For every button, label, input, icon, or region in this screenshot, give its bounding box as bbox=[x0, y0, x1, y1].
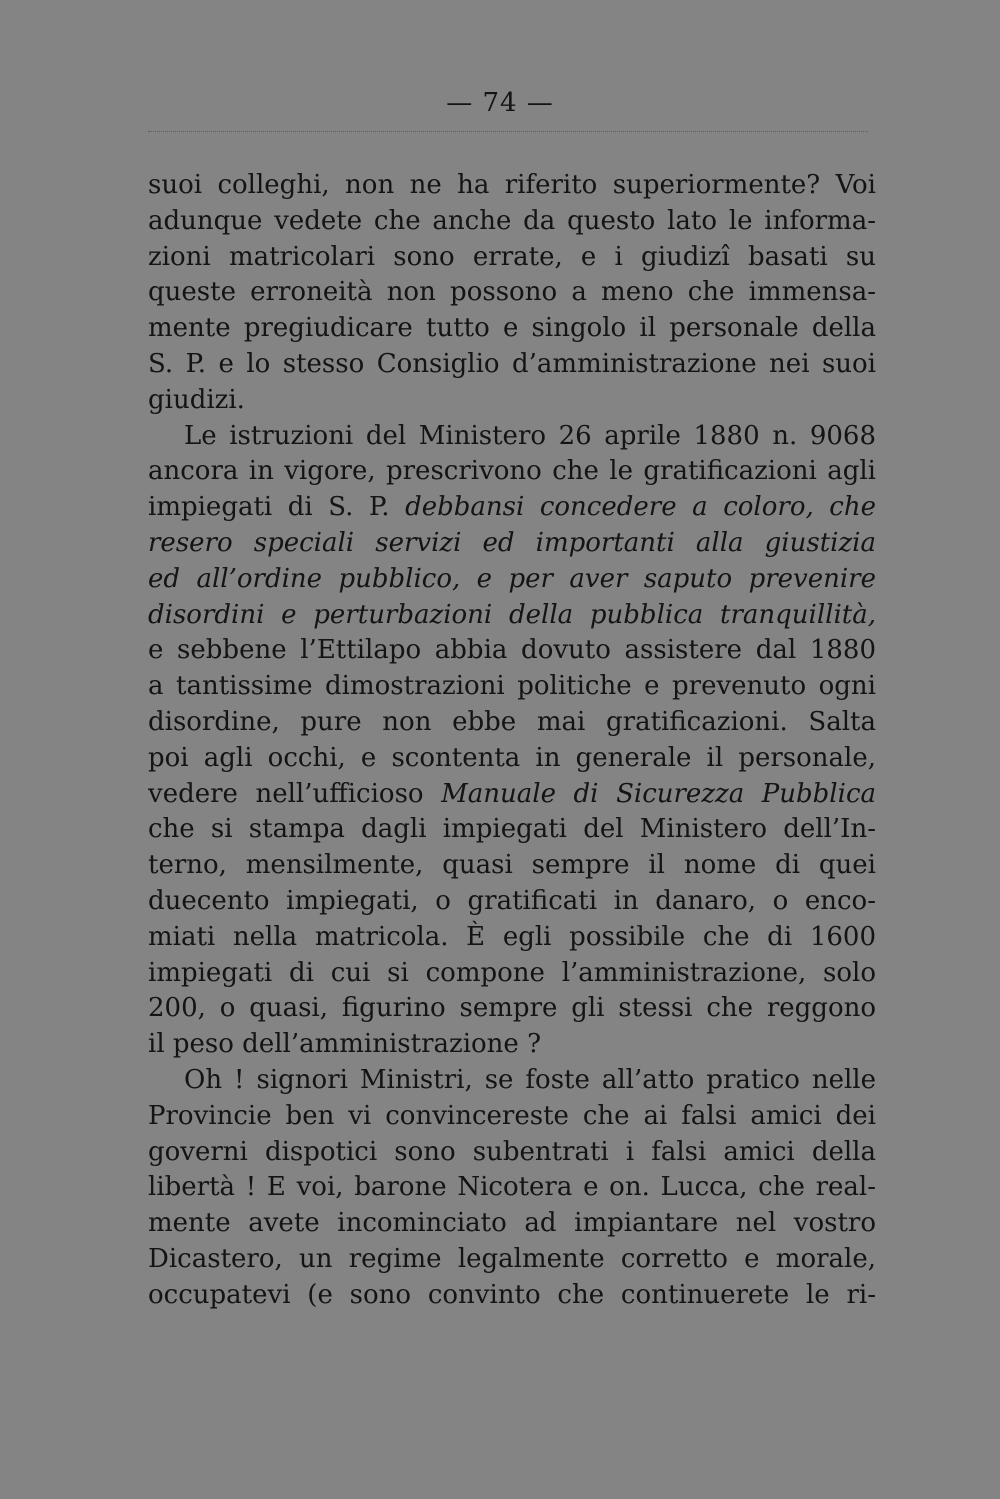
text-line: Dicastero, un regime legalmente corretto e morale, bbox=[148, 1243, 876, 1274]
text-line-mixed bbox=[148, 490, 876, 526]
text-line: occupatevi (e sono convinto che continuerete le ri- bbox=[148, 1279, 876, 1310]
text-line: S. P. e lo stesso Consiglio d’amministrazione nei suoi bbox=[148, 348, 876, 379]
text-line: a tantissime dimostrazioni politiche e prevenuto ogni bbox=[148, 671, 876, 702]
text-line: poi agli occhi, e scontenta in generale il personale, bbox=[148, 742, 876, 773]
text-line: giudizi. bbox=[148, 384, 245, 415]
text-line: suoi colleghi, non ne ha riferito superiormente? Voi bbox=[148, 170, 876, 200]
italic-line: ed all’ordine pubblico, e per aver saputo prevenire bbox=[148, 563, 876, 594]
text-line: Provincie ben vi convincereste che ai falsi amici dei bbox=[148, 1100, 876, 1131]
page-number: — 74 — bbox=[446, 88, 554, 118]
text-line: Oh ! signori Ministri, se foste all’atto pratico nelle bbox=[184, 1064, 876, 1095]
text-line: 200, o quasi, figurino sempre gli stessi che reggono bbox=[148, 993, 876, 1024]
text-line: Le istruzioni del Ministero 26 aprile 1880 n. 9068 bbox=[184, 420, 876, 451]
italic-line: resero speciali servizi ed importanti alla giustizia bbox=[148, 527, 876, 558]
text-line: queste erroneità non possono a meno che immensa- bbox=[148, 277, 876, 308]
text-line: che si stampa dagli impiegati del Ministero dell’In- bbox=[148, 814, 876, 845]
text-line: mente pregiudicare tutto e singolo il personale della bbox=[148, 313, 876, 344]
text-line-mixed bbox=[148, 777, 876, 813]
text-line: governi dispotici sono subentrati i falsi amici della bbox=[148, 1136, 876, 1167]
text-line: il peso dell’amministrazione ? bbox=[148, 1029, 542, 1060]
italic-segment: debbansi concedere a coloro, che bbox=[405, 492, 876, 523]
italic-line: disordini e perturbazioni della pubblica tranquillità, bbox=[148, 599, 876, 630]
text-line: e sebbene l’Ettilapo abbia dovuto assistere dal 1880 bbox=[148, 635, 876, 666]
text-line: mente avete incominciato ad impiantare nel vostro bbox=[148, 1208, 876, 1239]
header-divider bbox=[148, 131, 868, 132]
body-text bbox=[148, 168, 876, 1314]
text-line: miati nella matricola. È egli possibile che di 1600 bbox=[148, 921, 876, 952]
text-line: duecento impiegati, o gratificati in danaro, o enco- bbox=[148, 885, 876, 916]
text-line: libertà ! E voi, barone Nicotera e on. Lucca, che real- bbox=[148, 1172, 876, 1203]
text-segment: impiegati di S. P. bbox=[148, 492, 390, 523]
text-line: zioni matricolari sono errate, e i giudizî basati su bbox=[148, 241, 876, 272]
text-line: impiegati di cui si compone l’amministrazione, solo bbox=[148, 957, 876, 988]
text-segment: vedere nell’ufficioso bbox=[148, 778, 424, 809]
text-line: terno, mensilmente, quasi sempre il nome di quei bbox=[148, 850, 876, 881]
italic-segment: Manuale di Sicurezza Pubblica bbox=[441, 778, 876, 809]
text-line: disordine, pure non ebbe mai gratificazioni. Salta bbox=[148, 706, 876, 737]
text-line: adunque vedete che anche da questo lato le informa- bbox=[148, 205, 876, 236]
text-line: ancora in vigore, prescrivono che le gratificazioni agli bbox=[148, 456, 876, 487]
